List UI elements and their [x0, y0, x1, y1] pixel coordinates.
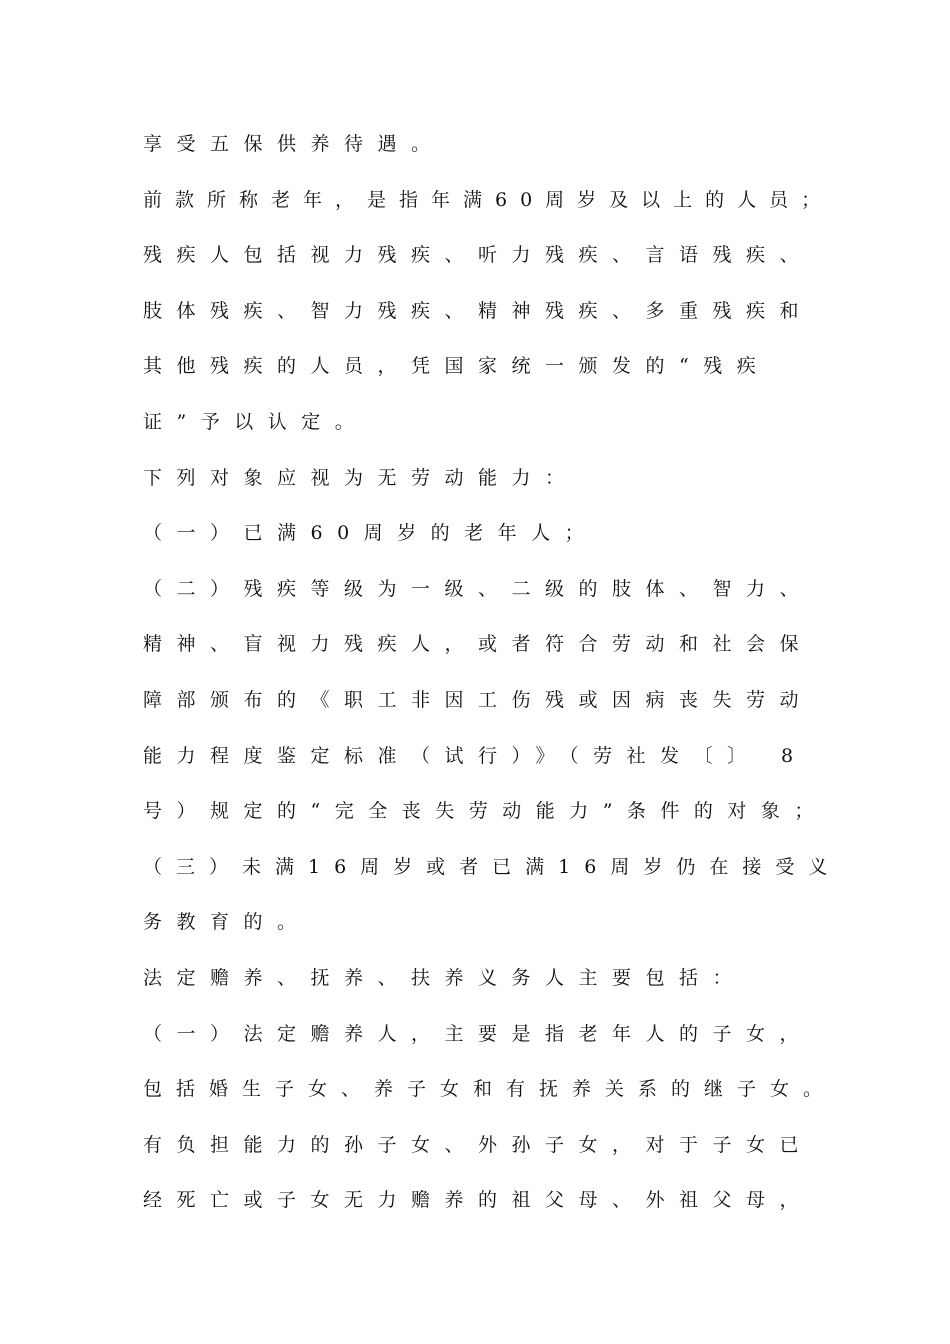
- text-line: 精神、盲视力残疾人，或者符合劳动和社会保: [143, 633, 814, 656]
- text-line: （三）未满16周岁或者已满16周岁仍在接受义: [143, 855, 842, 878]
- text-line: （二）残疾等级为一级、二级的肢体、智力、: [143, 577, 814, 600]
- text-line: 残疾人包括视力残疾、听力残疾、言语残疾、: [143, 244, 814, 267]
- text-line: 前款所称老年，是指年满60周岁及以上的人员；: [143, 188, 834, 211]
- text-line: 务教育的。: [143, 911, 311, 934]
- text-line: （一）已满60周岁的老年人；: [143, 522, 599, 545]
- text-line: 下列对象应视为无劳动能力：: [143, 466, 579, 489]
- text-line: 证”予以认定。: [143, 410, 369, 433]
- text-line: 障部颁布的《职工非因工伤残或因病丧失劳动: [143, 688, 814, 711]
- text-line: （一）法定赡养人，主要是指老年人的子女，: [143, 1022, 814, 1045]
- text-line: 法定赡养、抚养、扶养义务人主要包括：: [143, 966, 747, 989]
- body-text: [143, 128, 843, 1240]
- text-line: 经死亡或子女无力赡养的祖父母、外祖父母，: [143, 1189, 814, 1212]
- text-line: 包括婚生子女、养子女和有抚养关系的继子女。: [143, 1078, 837, 1101]
- text-line: 其他残疾的人员，凭国家统一颁发的“残疾: [143, 355, 771, 378]
- text-line: 肢体残疾、智力残疾、精神残疾、多重残疾和: [143, 299, 814, 322]
- text-line: 号）规定的“完全丧失劳动能力”条件的对象；: [143, 800, 828, 823]
- text-line: 有负担能力的孙子女、外孙子女，对于子女已: [143, 1133, 814, 1156]
- text-line: 享受五保供养待遇。: [143, 133, 445, 155]
- text-line: 能力程度鉴定标准（试行）》（劳社发〔〕 8: [143, 744, 808, 767]
